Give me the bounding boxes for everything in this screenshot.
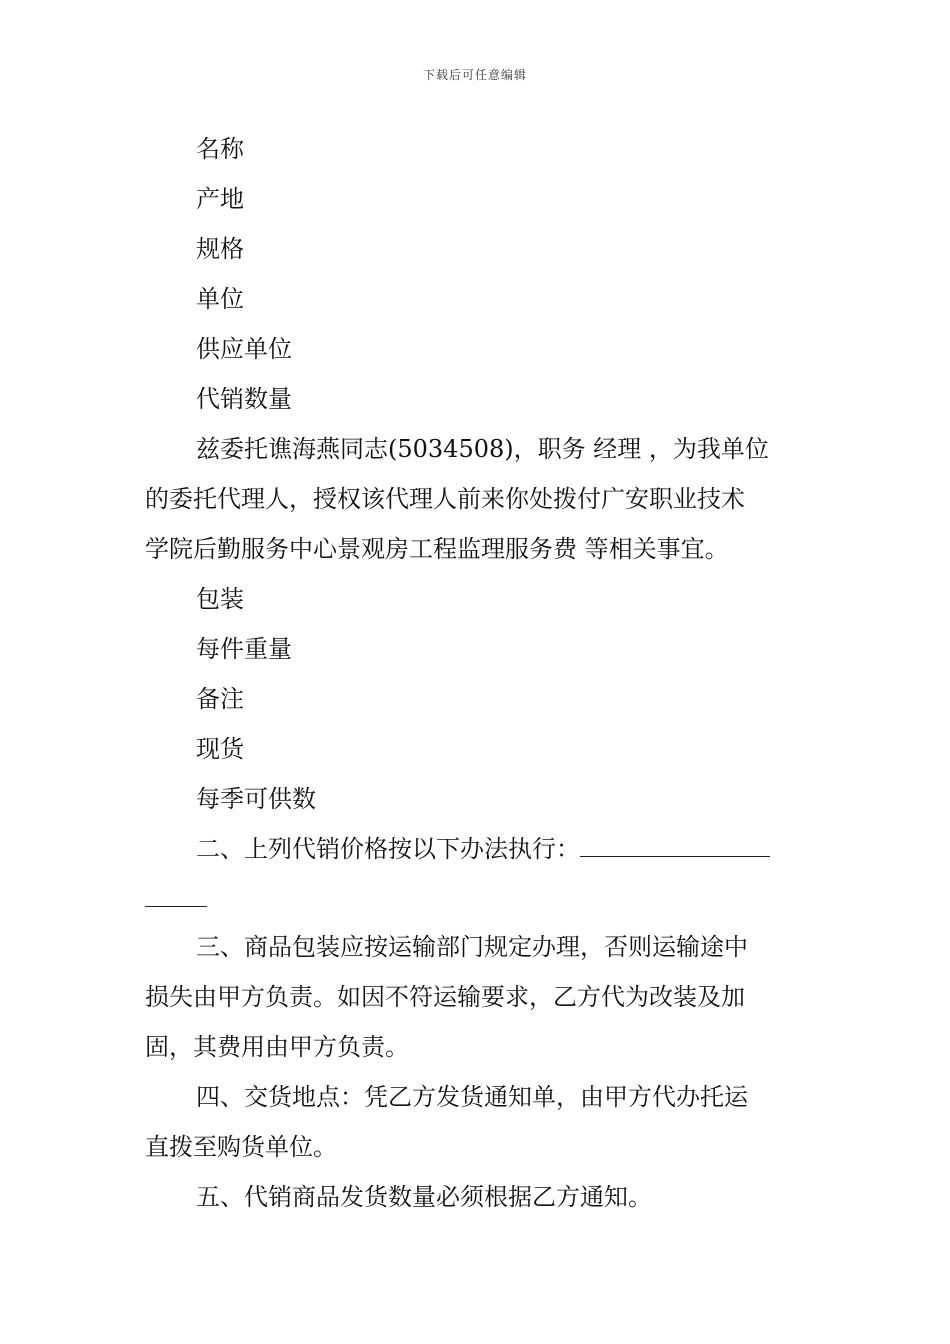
- field-season-supply-label: 每季可供数: [196, 785, 316, 813]
- field-supplier-label: 供应单位: [196, 335, 292, 363]
- field-quantity-label: 代销数量: [196, 385, 292, 413]
- field-name-label: 名称: [196, 135, 244, 163]
- clause-4-line-2: 直拨至购货单位。: [145, 1133, 337, 1161]
- fill-blank-line: [580, 836, 770, 857]
- clause-4-line-1: 四、交货地点：凭乙方发货通知单，由甲方代办托运: [196, 1083, 748, 1111]
- authorization-line-1: 兹委托谯海燕同志(5034508)，职务 经理 ，为我单位: [196, 435, 769, 463]
- clause-2-text: 二、上列代销价格按以下办法执行：: [196, 835, 580, 863]
- fill-blank-line-continued: [145, 906, 207, 907]
- field-remark-label: 备注: [196, 685, 244, 713]
- field-unit-label: 单位: [196, 285, 244, 313]
- field-packaging-label: 包装: [196, 585, 244, 613]
- clause-2: [196, 834, 770, 864]
- authorization-line-3: 学院后勤服务中心景观房工程监理服务费 等相关事宜。: [145, 535, 729, 563]
- clause-3-line-2: 损失由甲方负责。如因不符运输要求，乙方代为改装及加: [145, 983, 745, 1011]
- clause-3-line-3: 固，其费用由甲方负责。: [145, 1033, 409, 1061]
- field-origin-label: 产地: [196, 185, 244, 213]
- field-stock-label: 现货: [196, 735, 244, 763]
- clause-5: 五、代销商品发货数量必须根据乙方通知。: [196, 1183, 652, 1211]
- field-spec-label: 规格: [196, 235, 244, 263]
- clause-3-line-1: 三、商品包装应按运输部门规定办理，否则运输途中: [196, 933, 748, 961]
- page-header: 下载后可任意编辑: [422, 68, 527, 82]
- authorization-line-2: 的委托代理人，授权该代理人前来你处拨付广安职业技术: [145, 485, 745, 513]
- field-weight-label: 每件重量: [196, 635, 292, 663]
